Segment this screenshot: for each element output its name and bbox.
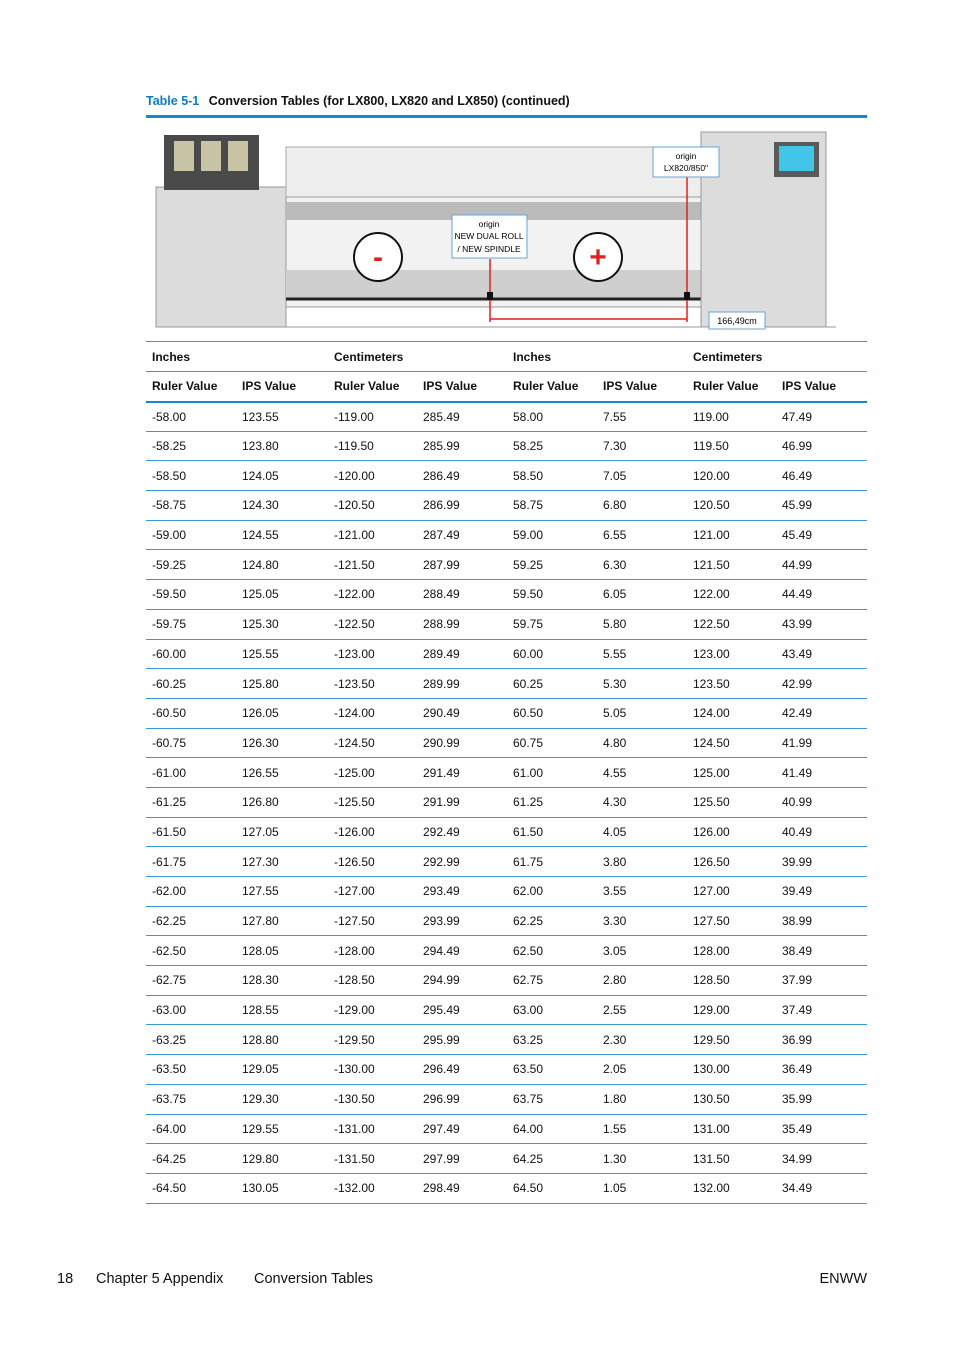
table-row	[146, 1055, 867, 1085]
table-cell: -120.00	[328, 461, 417, 491]
table-cell: 295.99	[417, 1025, 507, 1055]
table-cell: 285.99	[417, 431, 507, 461]
table-cell: 1.30	[597, 1144, 687, 1174]
table-cell: 130.50	[687, 1084, 776, 1114]
table-row	[146, 1114, 867, 1144]
table-cell: 34.49	[776, 1173, 867, 1203]
table-cell: 39.99	[776, 847, 867, 877]
table-cell: 41.99	[776, 728, 867, 758]
table-row	[146, 1025, 867, 1055]
table-cell: -123.50	[328, 669, 417, 699]
table-cell: 291.99	[417, 787, 507, 817]
group-header: Inches	[507, 342, 687, 372]
table-cell: 6.30	[597, 550, 687, 580]
table-cell: -63.00	[146, 995, 236, 1025]
table-row	[146, 728, 867, 758]
page-number: 18	[57, 1271, 74, 1287]
table-cell: 291.49	[417, 758, 507, 788]
table-row	[146, 847, 867, 877]
plus-sign: +	[589, 241, 607, 274]
table-cell: 122.50	[687, 609, 776, 639]
table-cell: 125.00	[687, 758, 776, 788]
table-row	[146, 580, 867, 610]
callout-middle-line3: / NEW SPINDLE	[457, 244, 521, 254]
callout-middle-line2: NEW DUAL ROLL	[454, 231, 524, 241]
table-title: Conversion Tables (for LX800, LX820 and LX850) (continued)	[208, 94, 570, 108]
table-cell: -64.00	[146, 1114, 236, 1144]
table-row	[146, 639, 867, 669]
table-cell: -58.75	[146, 491, 236, 521]
table-cell: 45.49	[776, 520, 867, 550]
table-cell: 1.05	[597, 1173, 687, 1203]
table-cell: 5.80	[597, 609, 687, 639]
table-cell: -62.25	[146, 906, 236, 936]
table-cell: -58.25	[146, 431, 236, 461]
table-cell: 36.99	[776, 1025, 867, 1055]
table-cell: -120.50	[328, 491, 417, 521]
table-row	[146, 817, 867, 847]
table-cell: 127.55	[236, 877, 328, 907]
table-cell: 290.99	[417, 728, 507, 758]
table-row	[146, 966, 867, 996]
conversion-table	[146, 341, 867, 1204]
table-cell: 287.99	[417, 550, 507, 580]
table-cell: 1.55	[597, 1114, 687, 1144]
table-cell: 60.50	[507, 698, 597, 728]
table-cell: 131.00	[687, 1114, 776, 1144]
table-cell: 127.05	[236, 817, 328, 847]
table-cell: 124.30	[236, 491, 328, 521]
table-body	[146, 402, 867, 1204]
table-cell: -61.50	[146, 817, 236, 847]
callout-top-line2: LX820/850"	[663, 163, 709, 173]
table-cell: -125.00	[328, 758, 417, 788]
table-cell: 7.05	[597, 461, 687, 491]
table-cell: 59.75	[507, 609, 597, 639]
table-cell: 125.55	[236, 639, 328, 669]
table-cell: 61.25	[507, 787, 597, 817]
table-cell: -59.00	[146, 520, 236, 550]
column-header: IPS Value	[597, 372, 687, 402]
table-cell: 59.50	[507, 580, 597, 610]
table-cell: -63.50	[146, 1055, 236, 1085]
table-cell: 124.05	[236, 461, 328, 491]
table-cell: -62.50	[146, 936, 236, 966]
table-row	[146, 520, 867, 550]
table-cell: 297.99	[417, 1144, 507, 1174]
table-cell: 61.00	[507, 758, 597, 788]
table-cell: 286.99	[417, 491, 507, 521]
table-cell: 129.00	[687, 995, 776, 1025]
table-cell: 127.80	[236, 906, 328, 936]
table-row	[146, 461, 867, 491]
table-cell: 60.00	[507, 639, 597, 669]
table-row	[146, 758, 867, 788]
table-cell: 41.49	[776, 758, 867, 788]
table-cell: 124.80	[236, 550, 328, 580]
table-cell: 40.49	[776, 817, 867, 847]
table-row	[146, 936, 867, 966]
column-header: Ruler Value	[687, 372, 776, 402]
table-cell: 287.49	[417, 520, 507, 550]
table-cell: 63.75	[507, 1084, 597, 1114]
table-cell: 124.50	[687, 728, 776, 758]
table-cell: -119.00	[328, 402, 417, 432]
table-number: Table 5-1	[146, 94, 200, 108]
table-cell: 128.55	[236, 995, 328, 1025]
table-cell: 123.00	[687, 639, 776, 669]
table-cell: 126.00	[687, 817, 776, 847]
column-header: Ruler Value	[328, 372, 417, 402]
table-cell: 122.00	[687, 580, 776, 610]
table-cell: 289.99	[417, 669, 507, 699]
table-cell: 3.30	[597, 906, 687, 936]
table-cell: 5.30	[597, 669, 687, 699]
column-header: IPS Value	[236, 372, 328, 402]
table-cell: -130.50	[328, 1084, 417, 1114]
table-cell: -126.00	[328, 817, 417, 847]
table-cell: 4.80	[597, 728, 687, 758]
table-cell: 129.50	[687, 1025, 776, 1055]
table-cell: 125.30	[236, 609, 328, 639]
column-header: IPS Value	[776, 372, 867, 402]
table-cell: 293.99	[417, 906, 507, 936]
table-cell: 298.49	[417, 1173, 507, 1203]
table-cell: 296.99	[417, 1084, 507, 1114]
table-cell: -62.75	[146, 966, 236, 996]
table-cell: 43.49	[776, 639, 867, 669]
table-cell: 42.49	[776, 698, 867, 728]
table-cell: 64.50	[507, 1173, 597, 1203]
table-cell: 293.49	[417, 877, 507, 907]
table-cell: -64.25	[146, 1144, 236, 1174]
table-cell: 3.55	[597, 877, 687, 907]
table-cell: 62.50	[507, 936, 597, 966]
table-row	[146, 995, 867, 1025]
table-cell: -131.50	[328, 1144, 417, 1174]
table-cell: -59.50	[146, 580, 236, 610]
table-cell: 289.49	[417, 639, 507, 669]
table-cell: 130.05	[236, 1173, 328, 1203]
table-cell: 46.99	[776, 431, 867, 461]
table-cell: -129.50	[328, 1025, 417, 1055]
table-cell: 6.05	[597, 580, 687, 610]
table-cell: 7.55	[597, 402, 687, 432]
table-cell: 119.50	[687, 431, 776, 461]
table-cell: -127.00	[328, 877, 417, 907]
table-cell: -119.50	[328, 431, 417, 461]
column-header-row	[146, 372, 867, 402]
table-cell: -127.50	[328, 906, 417, 936]
table-cell: 286.49	[417, 461, 507, 491]
table-cell: 294.99	[417, 966, 507, 996]
table-cell: -59.25	[146, 550, 236, 580]
table-cell: 128.00	[687, 936, 776, 966]
table-cell: -63.75	[146, 1084, 236, 1114]
column-header: Ruler Value	[146, 372, 236, 402]
table-cell: 288.99	[417, 609, 507, 639]
table-cell: 63.25	[507, 1025, 597, 1055]
table-cell: 58.50	[507, 461, 597, 491]
table-cell: 285.49	[417, 402, 507, 432]
table-cell: 60.25	[507, 669, 597, 699]
callout-middle-line1: origin	[478, 219, 500, 229]
table-cell: 125.80	[236, 669, 328, 699]
minus-sign: -	[373, 241, 383, 274]
table-cell: 58.00	[507, 402, 597, 432]
table-cell: 61.75	[507, 847, 597, 877]
table-cell: 6.80	[597, 491, 687, 521]
table-cell: 1.80	[597, 1084, 687, 1114]
table-cell: 129.30	[236, 1084, 328, 1114]
table-cell: 62.00	[507, 877, 597, 907]
table-cell: -125.50	[328, 787, 417, 817]
table-cell: 125.05	[236, 580, 328, 610]
table-cell: 3.05	[597, 936, 687, 966]
table-cell: 128.50	[687, 966, 776, 996]
table-cell: 124.00	[687, 698, 776, 728]
table-cell: 44.49	[776, 580, 867, 610]
table-cell: 2.55	[597, 995, 687, 1025]
measure-label: 166,49cm	[717, 316, 757, 326]
group-header: Inches	[146, 342, 328, 372]
printer-figure	[146, 127, 867, 335]
table-cell: 63.00	[507, 995, 597, 1025]
table-cell: 126.55	[236, 758, 328, 788]
table-cell: -126.50	[328, 847, 417, 877]
table-row	[146, 1144, 867, 1174]
table-cell: 4.55	[597, 758, 687, 788]
table-cell: 128.80	[236, 1025, 328, 1055]
table-cell: 58.25	[507, 431, 597, 461]
table-cell: 126.05	[236, 698, 328, 728]
table-row	[146, 402, 867, 432]
table-cell: -64.50	[146, 1173, 236, 1203]
table-cell: 3.80	[597, 847, 687, 877]
table-cell: 129.55	[236, 1114, 328, 1144]
table-cell: -130.00	[328, 1055, 417, 1085]
table-cell: 131.50	[687, 1144, 776, 1174]
group-header-row	[146, 342, 867, 372]
table-cell: 42.99	[776, 669, 867, 699]
table-cell: -124.50	[328, 728, 417, 758]
table-cell: 62.75	[507, 966, 597, 996]
table-cell: 127.30	[236, 847, 328, 877]
table-cell: 121.50	[687, 550, 776, 580]
table-cell: 126.50	[687, 847, 776, 877]
column-header: IPS Value	[417, 372, 507, 402]
callout-top-line1: origin	[675, 151, 697, 161]
table-cell: -60.25	[146, 669, 236, 699]
table-cell: -62.00	[146, 877, 236, 907]
table-cell: -128.00	[328, 936, 417, 966]
table-cell: 60.75	[507, 728, 597, 758]
table-cell: 45.99	[776, 491, 867, 521]
table-cell: 127.50	[687, 906, 776, 936]
table-caption	[146, 94, 570, 108]
table-cell: 59.25	[507, 550, 597, 580]
table-cell: 126.80	[236, 787, 328, 817]
table-cell: 5.55	[597, 639, 687, 669]
table-cell: 4.05	[597, 817, 687, 847]
table-cell: 119.00	[687, 402, 776, 432]
table-row	[146, 609, 867, 639]
table-cell: -128.50	[328, 966, 417, 996]
table-cell: -58.00	[146, 402, 236, 432]
table-cell: 37.99	[776, 966, 867, 996]
table-cell: -122.00	[328, 580, 417, 610]
table-cell: -123.00	[328, 639, 417, 669]
group-header: Centimeters	[328, 342, 507, 372]
table-cell: 35.99	[776, 1084, 867, 1114]
table-cell: -60.00	[146, 639, 236, 669]
table-cell: -129.00	[328, 995, 417, 1025]
table-cell: 58.75	[507, 491, 597, 521]
table-cell: 38.49	[776, 936, 867, 966]
table-cell: -124.00	[328, 698, 417, 728]
table-cell: 125.50	[687, 787, 776, 817]
table-cell: 129.80	[236, 1144, 328, 1174]
table-cell: 39.49	[776, 877, 867, 907]
table-cell: 38.99	[776, 906, 867, 936]
table-cell: 64.25	[507, 1144, 597, 1174]
table-row	[146, 877, 867, 907]
table-cell: -59.75	[146, 609, 236, 639]
table-cell: 128.05	[236, 936, 328, 966]
table-cell: 43.99	[776, 609, 867, 639]
table-cell: -60.75	[146, 728, 236, 758]
table-cell: 120.00	[687, 461, 776, 491]
table-cell: 4.30	[597, 787, 687, 817]
table-cell: -122.50	[328, 609, 417, 639]
table-row	[146, 491, 867, 521]
table-cell: 292.99	[417, 847, 507, 877]
table-cell: 61.50	[507, 817, 597, 847]
table-cell: -63.25	[146, 1025, 236, 1055]
table-cell: 128.30	[236, 966, 328, 996]
table-row	[146, 669, 867, 699]
table-cell: 124.55	[236, 520, 328, 550]
table-cell: 46.49	[776, 461, 867, 491]
table-cell: 132.00	[687, 1173, 776, 1203]
table-row	[146, 787, 867, 817]
table-cell: 5.05	[597, 698, 687, 728]
table-cell: 123.80	[236, 431, 328, 461]
table-cell: 123.55	[236, 402, 328, 432]
table-row	[146, 550, 867, 580]
table-cell: -131.00	[328, 1114, 417, 1144]
footer-section: Conversion Tables	[254, 1271, 374, 1287]
table-cell: 127.00	[687, 877, 776, 907]
footer-chapter: Chapter 5 Appendix	[96, 1271, 224, 1287]
table-cell: 40.99	[776, 787, 867, 817]
table-cell: 7.30	[597, 431, 687, 461]
table-cell: 62.25	[507, 906, 597, 936]
caption-rule	[146, 115, 867, 118]
table-cell: -61.00	[146, 758, 236, 788]
table-row	[146, 1084, 867, 1114]
table-cell: 2.80	[597, 966, 687, 996]
footer-brand: ENWW	[819, 1271, 867, 1287]
table-cell: 37.49	[776, 995, 867, 1025]
table-cell: 292.49	[417, 817, 507, 847]
table-cell: 294.49	[417, 936, 507, 966]
table-cell: 296.49	[417, 1055, 507, 1085]
table-cell: 120.50	[687, 491, 776, 521]
table-row	[146, 698, 867, 728]
table-cell: -61.25	[146, 787, 236, 817]
table-cell: 297.49	[417, 1114, 507, 1144]
table-cell: 129.05	[236, 1055, 328, 1085]
table-cell: -61.75	[146, 847, 236, 877]
table-cell: 2.05	[597, 1055, 687, 1085]
table-cell: 130.00	[687, 1055, 776, 1085]
table-cell: -121.50	[328, 550, 417, 580]
table-row	[146, 1173, 867, 1203]
table-row	[146, 906, 867, 936]
table-cell: 63.50	[507, 1055, 597, 1085]
table-cell: 2.30	[597, 1025, 687, 1055]
table-cell: -60.50	[146, 698, 236, 728]
table-cell: 47.49	[776, 402, 867, 432]
table-cell: -132.00	[328, 1173, 417, 1203]
table-cell: 36.49	[776, 1055, 867, 1085]
table-cell: 295.49	[417, 995, 507, 1025]
table-cell: 34.99	[776, 1144, 867, 1174]
table-cell: 121.00	[687, 520, 776, 550]
table-cell: 290.49	[417, 698, 507, 728]
table-cell: 288.49	[417, 580, 507, 610]
table-cell: -58.50	[146, 461, 236, 491]
table-cell: -121.00	[328, 520, 417, 550]
table-cell: 126.30	[236, 728, 328, 758]
table-cell: 44.99	[776, 550, 867, 580]
column-header: Ruler Value	[507, 372, 597, 402]
table-row	[146, 431, 867, 461]
table-cell: 35.49	[776, 1114, 867, 1144]
table-cell: 59.00	[507, 520, 597, 550]
table-cell: 64.00	[507, 1114, 597, 1144]
table-cell: 6.55	[597, 520, 687, 550]
group-header: Centimeters	[687, 342, 867, 372]
table-cell: 123.50	[687, 669, 776, 699]
